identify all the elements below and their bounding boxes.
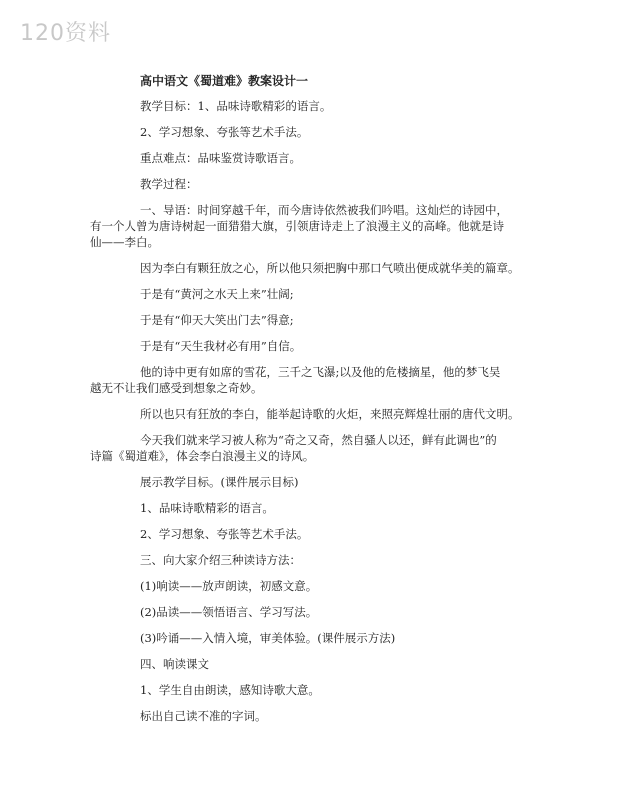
- text-line: 三、向大家介绍三种读诗方法：: [140, 553, 301, 567]
- text-line: 所以也只有狂放的李白，能举起诗歌的火炬，来照亮辉煌壮丽的唐代文明。: [140, 407, 520, 421]
- paragraph-method-2: [90, 604, 530, 620]
- text-line: (3)吟诵——入情入境，审美体验。(课件展示方法): [140, 631, 396, 645]
- text-line: 重点难点：品味鉴赏诗歌语言。: [140, 151, 301, 165]
- paragraph-objective-2: [90, 124, 530, 140]
- watermark-logo: 120资料: [20, 21, 111, 46]
- text-line: 教学目标：1、品味诗歌精彩的语言。: [140, 99, 332, 113]
- text-line: 于是有“黄河之水天上来”壮阔;: [140, 287, 294, 301]
- paragraph-libai: [90, 260, 530, 276]
- text-line: 1、品味诗歌精彩的语言。: [140, 501, 274, 515]
- paragraph-goal-2: [90, 526, 530, 542]
- text-line: 今天我们就来学习被人称为“奇之又奇，然自骚人以还，鲜有此调也”的: [140, 433, 497, 447]
- text-line: 2、学习想象、夸张等艺术手法。: [140, 527, 309, 541]
- paragraph-imagination: [90, 364, 530, 396]
- paragraph-goal-1: [90, 500, 530, 516]
- paragraph-quote-3: [90, 338, 530, 354]
- text-line: 四、响读课文: [140, 657, 209, 671]
- paragraph-mark-words: [90, 708, 530, 724]
- text-line: 诗篇《蜀道难》，体会李白浪漫主义的诗风。: [90, 449, 315, 463]
- paragraph-key-points: [90, 150, 530, 166]
- text-line: 因为李白有颗狂放之心，所以他只须把胸中那口气喷出便成就华美的篇章。: [140, 261, 520, 275]
- text-line: 展示教学目标。(课件展示目标): [140, 475, 299, 489]
- text-line: 标出自己读不准的字词。: [140, 709, 267, 723]
- paragraph-process-heading: [90, 176, 530, 192]
- text-line: 1、学生自由朗读，感知诗歌大意。: [140, 683, 320, 697]
- text-line: 他的诗中更有如席的雪花，三千之飞瀑;以及他的危楼摘星，他的梦飞吴: [140, 365, 501, 379]
- text-line: 有一个人曾为唐诗树起一面猎猎大旗，引领唐诗走上了浪漫主义的高峰。他就是诗: [90, 219, 504, 233]
- text-line: 教学过程：: [140, 177, 198, 191]
- paragraph-objectives: [90, 98, 530, 114]
- text-line: 于是有“天生我材必有用”自信。: [140, 339, 302, 353]
- paragraph-free-reading: [90, 682, 530, 698]
- text-line: (1)响读——放声朗读，初感文意。: [140, 579, 318, 593]
- paragraph-quote-1: [90, 286, 530, 302]
- text-line: 于是有“仰天大笑出门去”得意;: [140, 313, 294, 327]
- text-line: 越无不让我们感受到想象之奇妙。: [90, 381, 263, 395]
- paragraph-methods-heading: [90, 552, 530, 568]
- paragraph-read-text: [90, 656, 530, 672]
- paragraph-introduction: [90, 202, 530, 250]
- text-line: (2)品读——领悟语言、学习写法。: [140, 605, 318, 619]
- paragraph-show-goals: [90, 474, 530, 490]
- text-line: 一、导语：时间穿越千年，而今唐诗依然被我们吟唱。这灿烂的诗园中，: [140, 203, 508, 217]
- paragraph-quote-2: [90, 312, 530, 328]
- paragraph-method-1: [90, 578, 530, 594]
- paragraph-today: [90, 432, 530, 464]
- document-title: 高中语文《蜀道难》教案设计一: [140, 74, 309, 88]
- text-line: 仙——李白。: [90, 235, 159, 249]
- paragraph-method-3: [90, 630, 530, 646]
- paragraph-torch: [90, 406, 530, 422]
- text-line: 2、学习想象、夸张等艺术手法。: [140, 125, 309, 139]
